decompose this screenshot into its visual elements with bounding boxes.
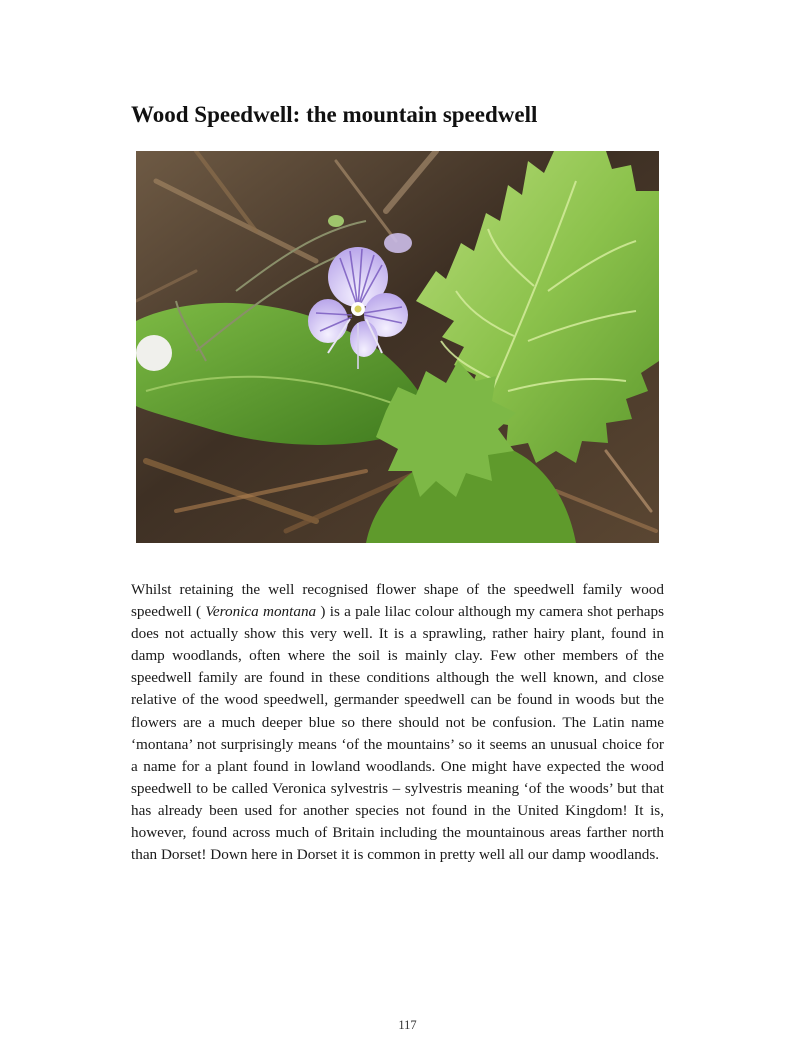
photo-illustration xyxy=(136,151,659,543)
species-name: Veronica montana xyxy=(205,603,317,621)
body-text-main: ) is a pale lilac colour although my camera shot perhaps does not actually show this very well. It is a sprawling, rather hairy plant, found in damp woodlands, often where the soil is mainly clay. Few other members of the speedwell family are found in these conditions although the well known, and close relative of the wood speedwell, germander speedwell can be found in woods but the flowers are a much deeper blue so there should not be confusion. The Latin name ‘montana’ not surprisingly means ‘of the mountains’ so it seems an unusual choice for a name for a plant found in lowland woodlands. One might have expected the wood speedwell to be called Veronica sylvestris – sylvestris meaning ‘of the woods’ but that has already been used for another species not found in the United Kingdom! It is, however, found across much of Britain including the mountainous areas farther north than Dorset! Down here in Dorset it is common in pretty well all our damp woodlands. xyxy=(131,603,665,864)
body-text-intro: Whilst retaining the well recognised flower shape of the speedwell family wood speedwell ( xyxy=(131,581,664,621)
flower-bud xyxy=(384,233,412,253)
body-paragraph xyxy=(131,579,664,866)
green-bud xyxy=(328,215,344,227)
white-bud xyxy=(136,335,172,371)
page-title: Wood Speedwell: the mountain speedwell xyxy=(131,102,538,127)
wood-speedwell-photo xyxy=(136,151,659,543)
page-number: 117 xyxy=(398,1018,417,1032)
